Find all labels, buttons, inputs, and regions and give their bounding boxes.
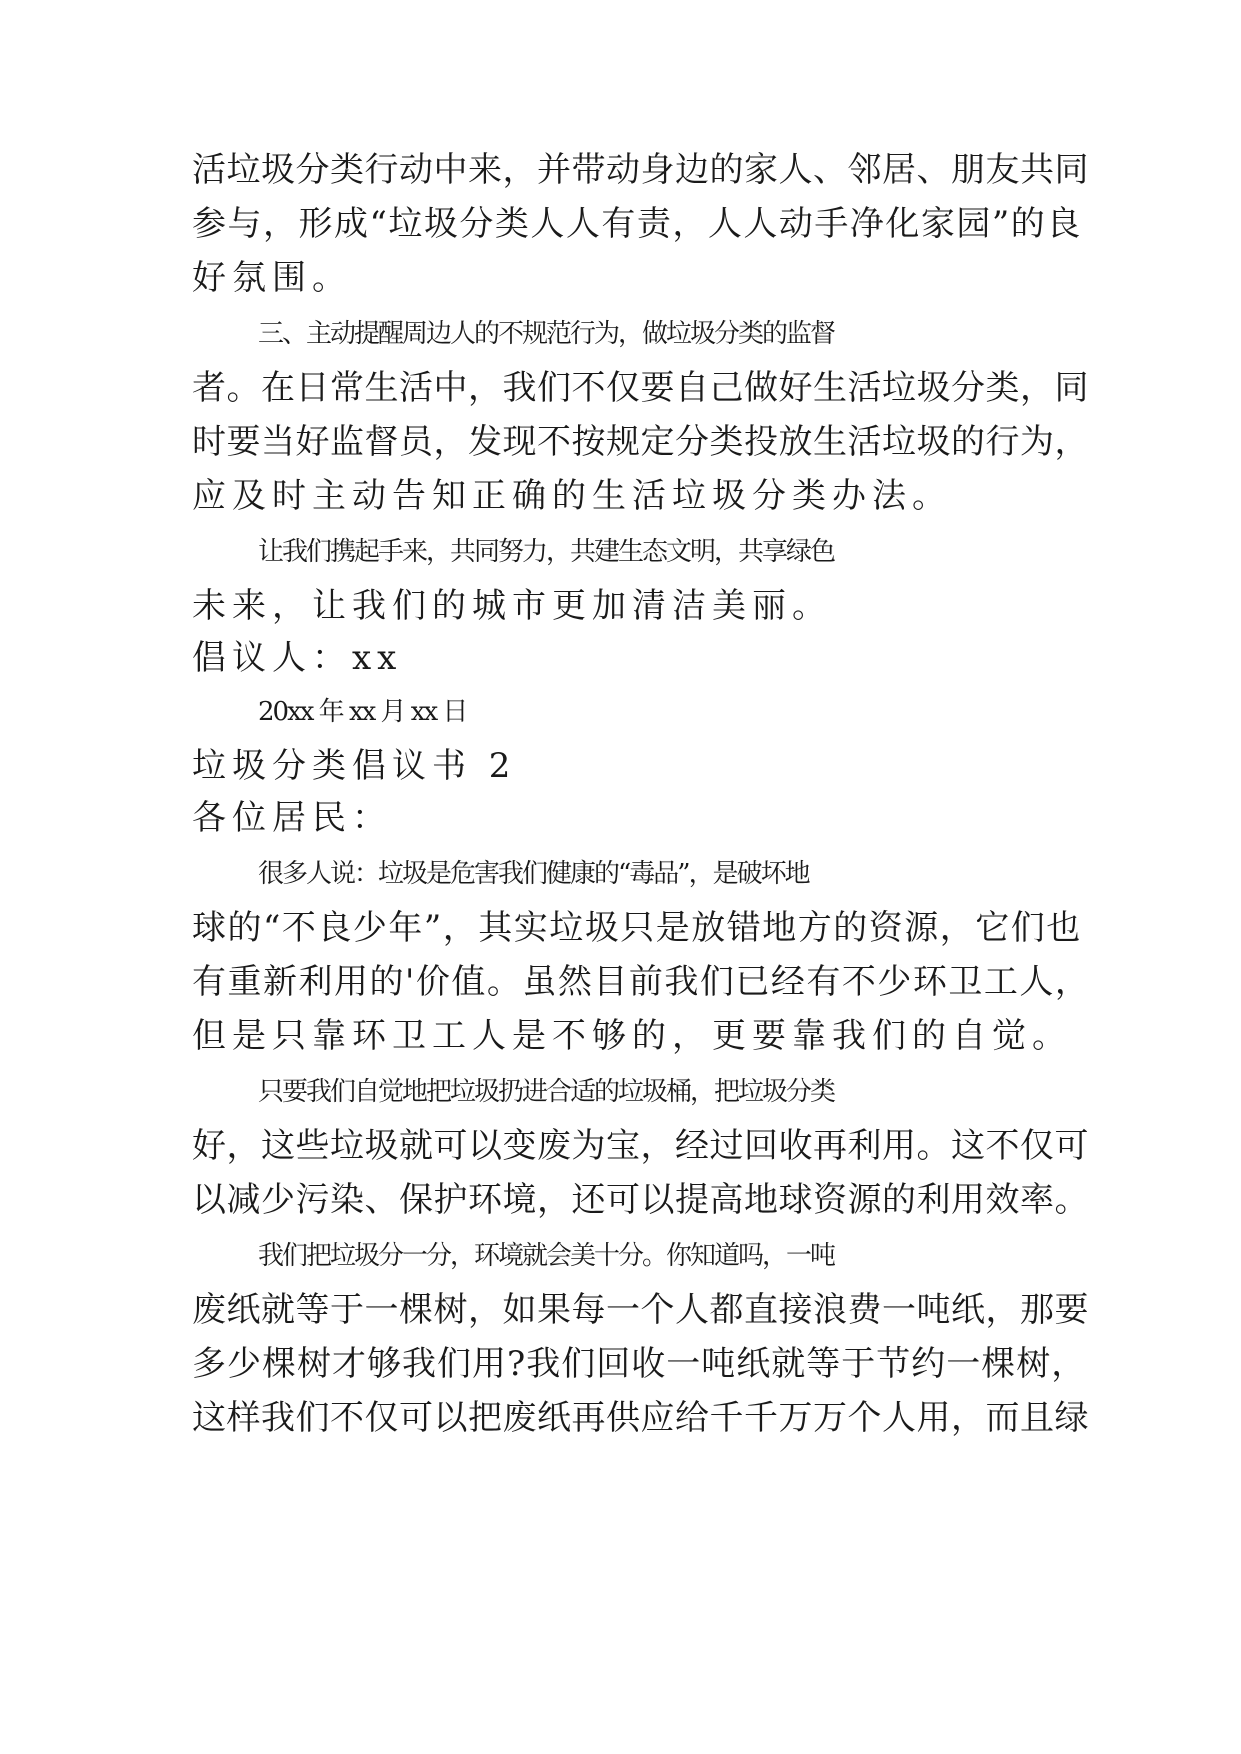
paragraph-line: 参与，形成“垃圾分类人人有责，人人动手净化家园”的良 — [192, 204, 1082, 244]
paragraph-line: 球的“不良少年”，其实垃圾只是放错地方的资源，它们也 — [192, 908, 1082, 948]
paragraph-line: 者。在日常生活中，我们不仅要自己做好生活垃圾分类，同 — [192, 368, 1089, 408]
paragraph-line: 有重新利用的'价值。虽然目前我们已经有不少环卫工人， — [192, 962, 1091, 1002]
paragraph-line: 应及时主动告知正确的生活垃圾分类办法。 — [192, 476, 952, 516]
signer: 倡议人：xx — [192, 638, 403, 678]
paragraph-line: 以减少污染、保护环境，还可以提高地球资源的利用效率。 — [192, 1180, 1089, 1220]
paragraph-line: 这样我们不仅可以把废纸再供应给千千万万个人用，而且绿 — [192, 1398, 1089, 1438]
salutation: 各位居民： — [192, 798, 392, 838]
paragraph-line: 三、主动提醒周边人的不规范行为，做垃圾分类的监督 — [258, 319, 835, 349]
paragraph-line: 我们把垃圾分一分，环境就会美十分。你知道吗，一吨 — [258, 1241, 835, 1271]
paragraph-line: 时要当好监督员，发现不按规定分类投放生活垃圾的行为， — [192, 422, 1089, 462]
date: 20xx 年 xx 月 xx 日 — [258, 697, 467, 727]
paragraph-line: 好氛围。 — [192, 258, 352, 298]
paragraph-line: 活垃圾分类行动中来，并带动身边的家人、邻居、朋友共同 — [192, 150, 1089, 190]
paragraph-line: 多少棵树才够我们用?我们回收一吨纸就等于节约一棵树， — [192, 1344, 1087, 1384]
paragraph-line: 只要我们自觉地把垃圾扔进合适的垃圾桶，把垃圾分类 — [258, 1077, 835, 1107]
paragraph-line: 好，这些垃圾就可以变废为宝，经过回收再利用。这不仅可 — [192, 1126, 1089, 1166]
paragraph-line: 很多人说：垃圾是危害我们健康的“毒品”，是破坏地 — [258, 859, 809, 889]
paragraph-line: 未来，让我们的城市更加清洁美丽。 — [192, 586, 832, 626]
paragraph-line: 让我们携起手来，共同努力，共建生态文明，共享绿色 — [258, 537, 835, 567]
paragraph-line: 废纸就等于一棵树，如果每一个人都直接浪费一吨纸，那要 — [192, 1290, 1089, 1330]
section-title: 垃圾分类倡议书 2 — [192, 746, 517, 786]
paragraph-line: 但是只靠环卫工人是不够的，更要靠我们的自觉。 — [192, 1016, 1072, 1056]
